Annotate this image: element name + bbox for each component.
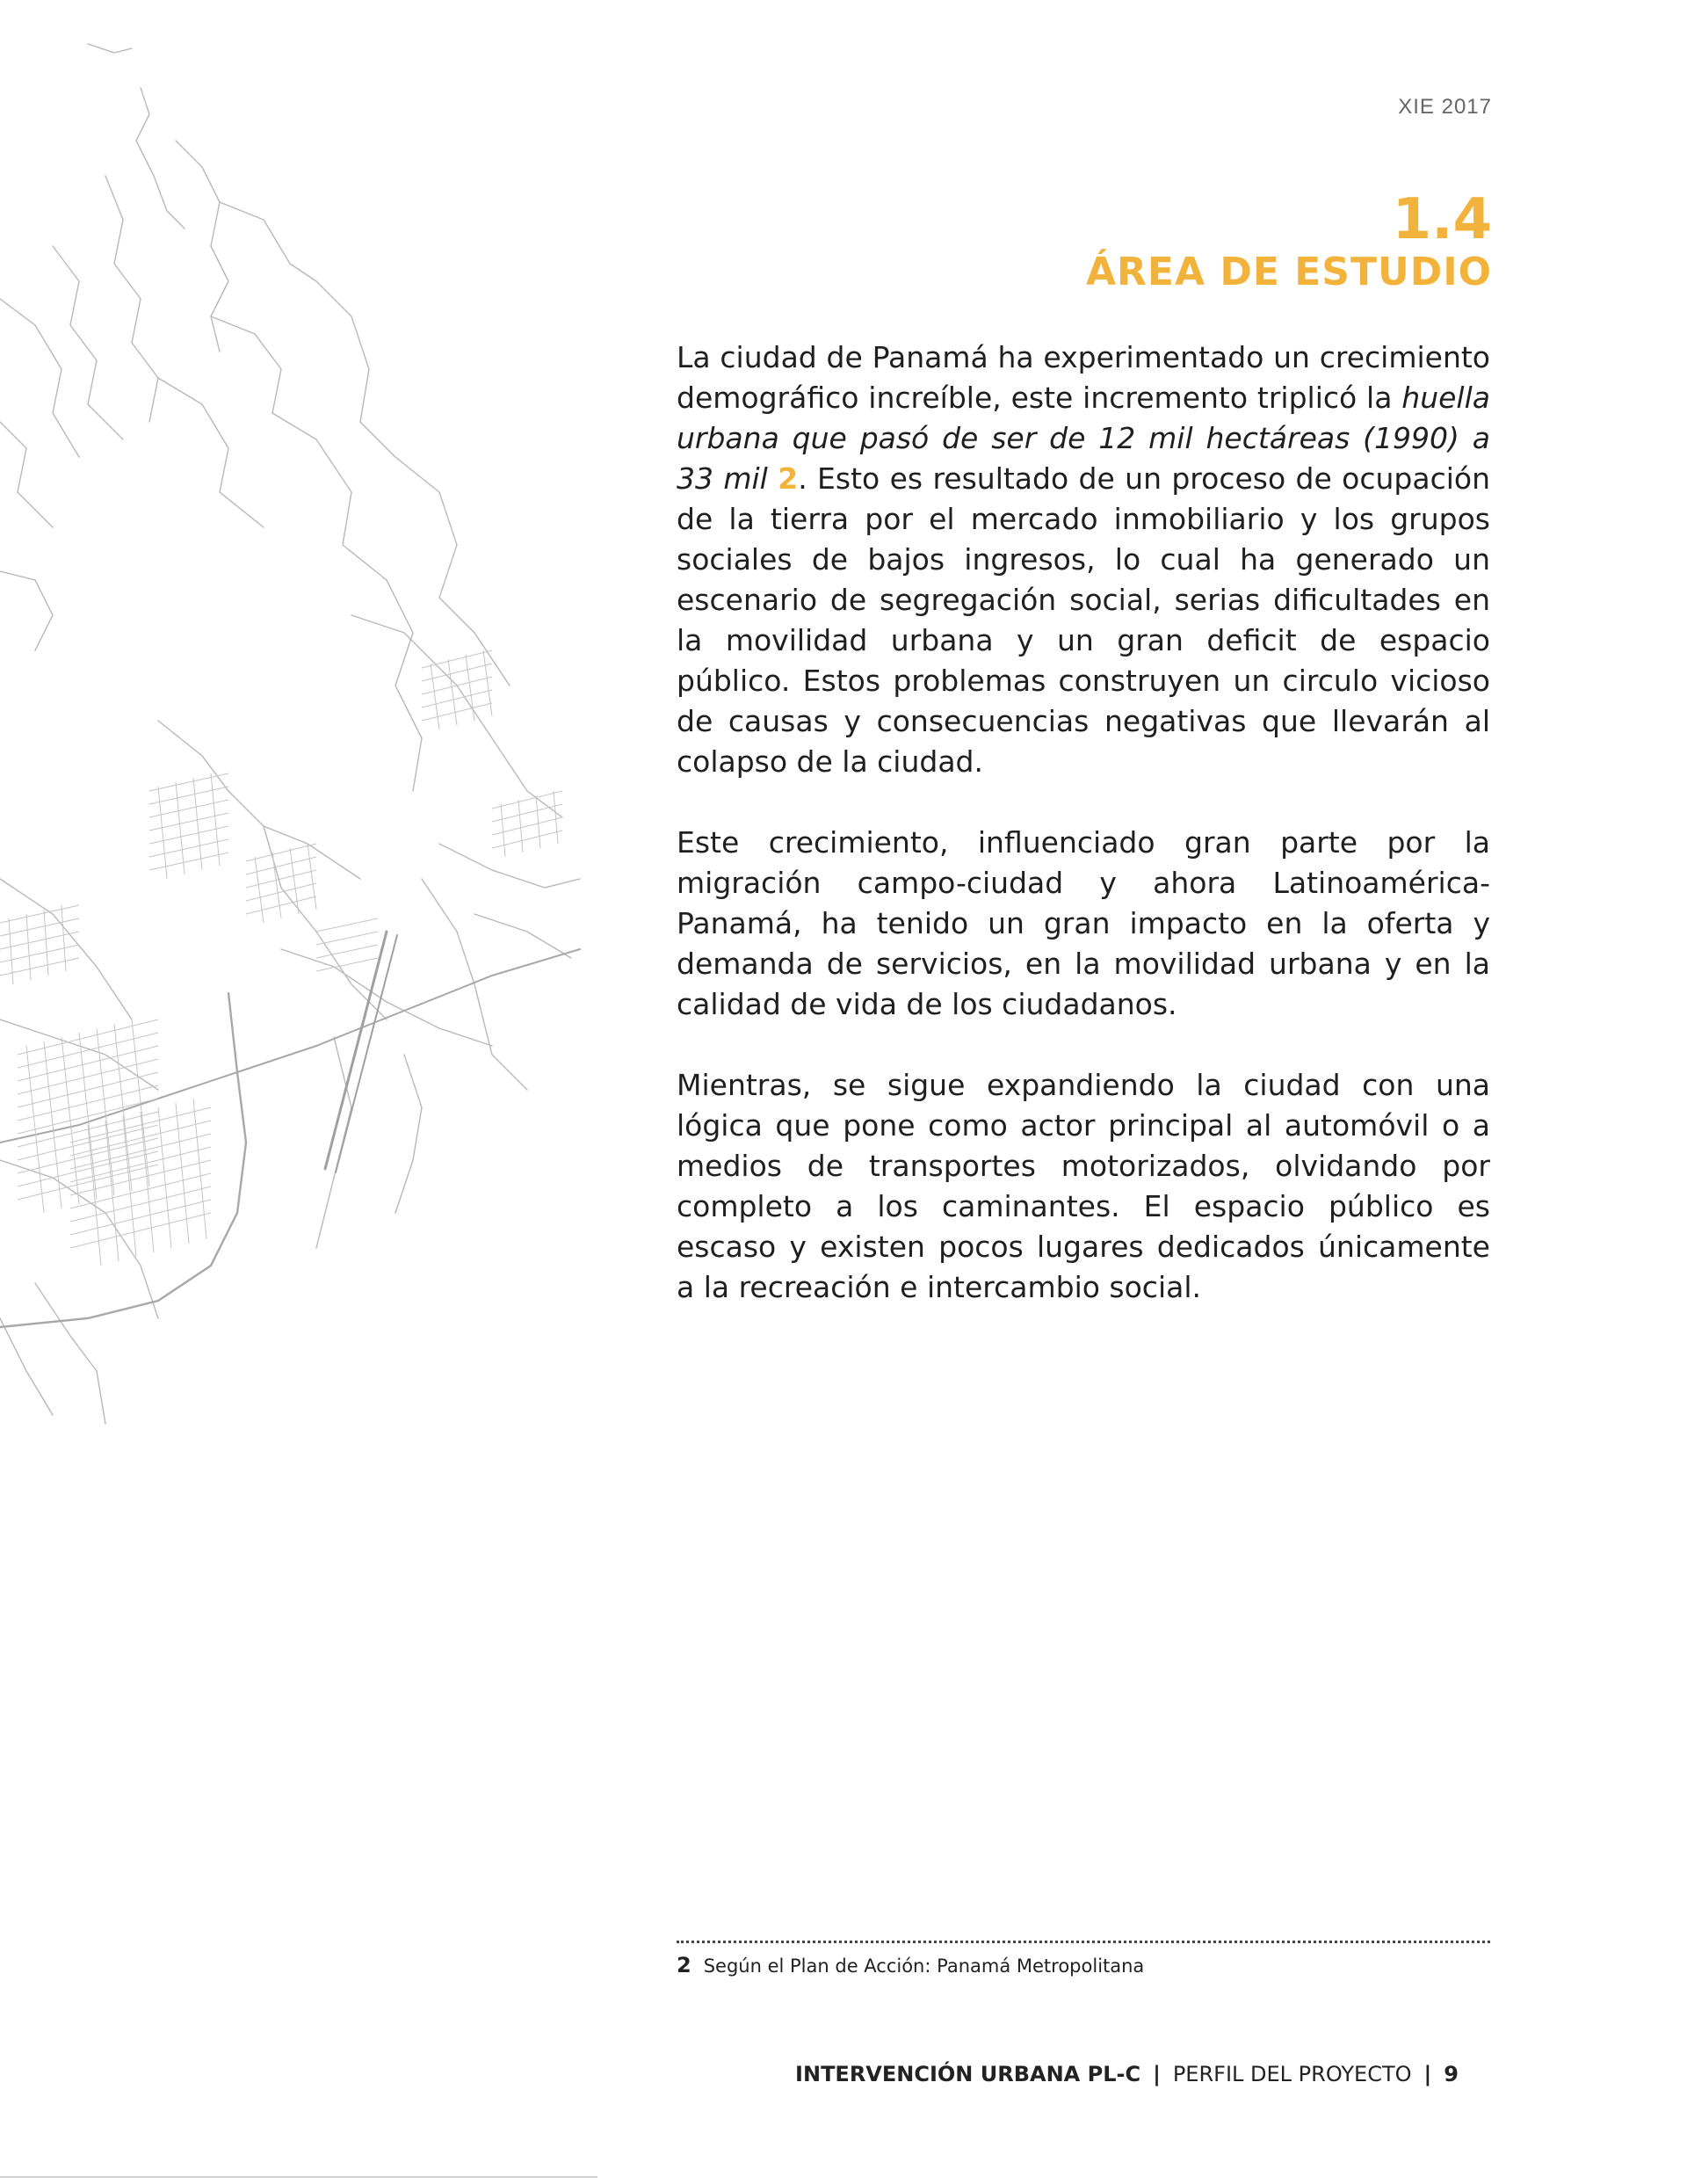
section-title: ÁREA DE ESTUDIO [1085, 250, 1492, 294]
street-map-illustration [0, 0, 615, 1494]
footnote-text: Según el Plan de Acción: Panamá Metropolitana [703, 1955, 1145, 1977]
section-number: 1.4 [1392, 187, 1492, 252]
paragraph-3: Mientras, se sigue expandiendo la ciudad con una lógica que pone como actor principal al automóvil o a medios de transportes motorizados, olvidando por completo a los caminantes. El espacio público es escaso y existen pocos lugares dedicados únicamente a la recreación e intercambio social. [677, 1068, 1490, 1304]
footnote-divider [677, 1941, 1490, 1943]
paragraph-2: Este crecimiento, influenciado gran parte por la migración campo-ciudad y ahora Latinoamérica-Panamá, ha tenido un gran impacto en la oferta y demanda de servicios, en la movilidad urbana y en la calidad de vida de los ciudadanos. [677, 825, 1490, 1021]
footnote-reference[interactable]: 2 [778, 461, 799, 496]
paragraph-1-end: . Esto es resultado de un proceso de ocupación de la tierra por el mercado inmobiliario y los grupos sociales de bajos ingresos, lo cual ha generado un escenario de segregación social, serias dificultades en la movilidad urbana y un gran deficit de espacio público. Estos problemas construyen un circulo vicioso de causas y consecuencias negativas que llevarán al colapso de la ciudad. [677, 461, 1490, 779]
header-year-label: XIE 2017 [1398, 95, 1492, 119]
footer-divider: | [1153, 2062, 1161, 2086]
footer-section-label: PERFIL DEL PROYECTO [1172, 2062, 1412, 2086]
footnote [677, 1953, 1144, 1977]
body-text [677, 337, 1490, 1348]
bottom-rule [0, 2176, 597, 2178]
footer-divider: | [1423, 2062, 1432, 2086]
footer-project-title: INTERVENCIÓN URBANA PL-C [795, 2062, 1141, 2086]
paragraph-1-italic: huella urbana que pasó de ser de 12 mil hectáreas (1990) a 33 mil [677, 381, 1490, 496]
footnote-number: 2 [677, 1953, 691, 1977]
page-footer [795, 2062, 1459, 2086]
paragraph-1-start: La ciudad de Panamá ha experimentado un crecimiento demográfico increíble, este incremento triplicó la [677, 340, 1490, 415]
paragraph-1 [677, 337, 1490, 782]
page-number: 9 [1444, 2062, 1459, 2086]
